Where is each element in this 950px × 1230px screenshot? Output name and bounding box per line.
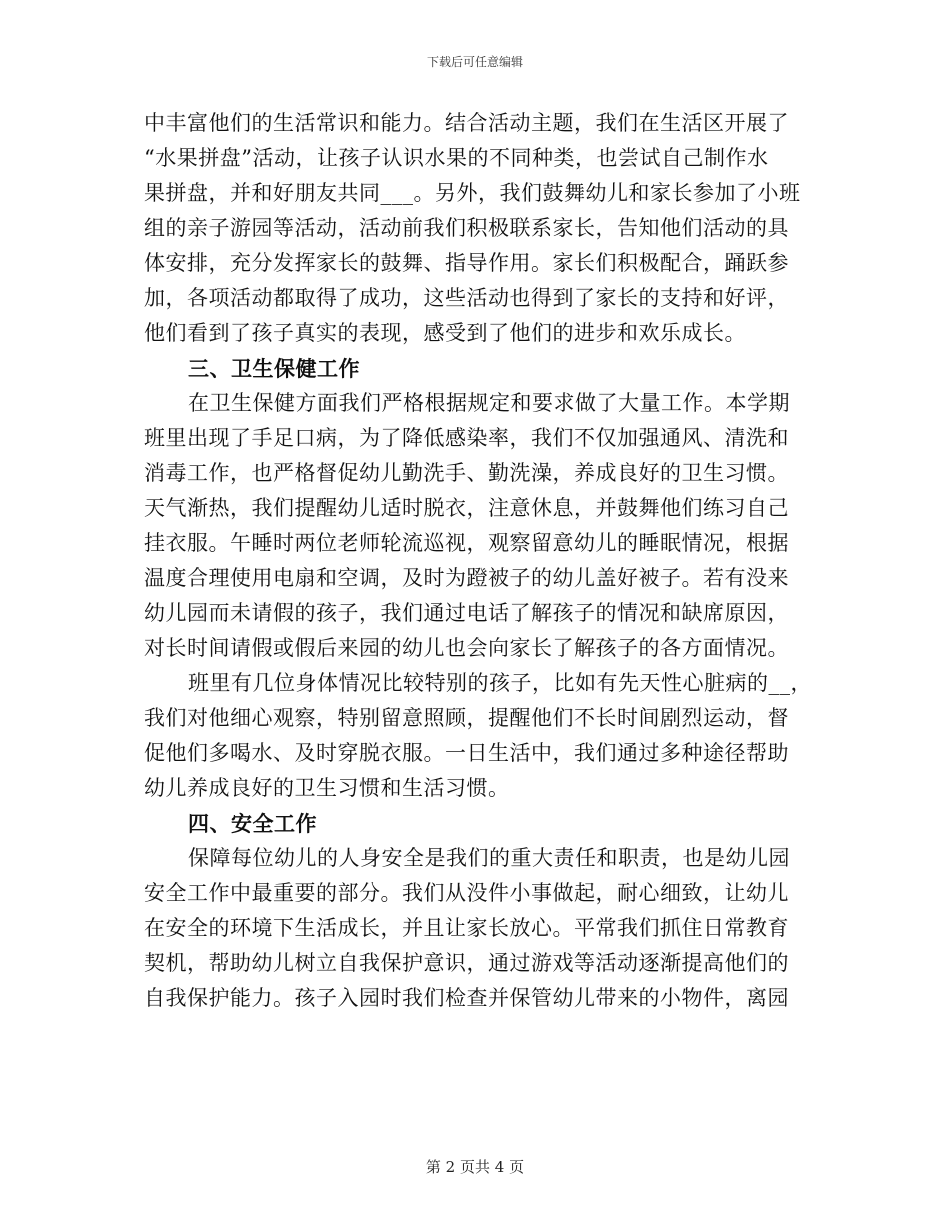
paragraph-line: 契机，帮助幼儿树立自我保护意识，通过游戏等活动逐渐提高他们的 bbox=[144, 951, 789, 975]
paragraph-line: 安全工作中最重要的部分。我们从没件小事做起，耐心细致，让幼儿 bbox=[144, 881, 789, 905]
paragraph-line: 消毒工作，也严格督促幼儿勤洗手、勤洗澡，养成良好的卫生习惯。 bbox=[144, 461, 789, 485]
section-heading-hygiene: 三、卫生保健工作 bbox=[188, 356, 360, 381]
paragraph-line: 自我保护能力。孩子入园时我们检查并保管幼儿带来的小物件，离园 bbox=[144, 986, 789, 1010]
paragraph-line: 组的亲子游园等活动，活动前我们积极联系家长，告知他们活动的具 bbox=[144, 216, 789, 240]
paragraph-line: 在安全的环境下生活成长，并且让家长放心。平常我们抓住日常教育 bbox=[144, 916, 789, 940]
paragraph-line: 班里有几位身体情况比较特别的孩子，比如有先天性心脏病的__， bbox=[188, 671, 812, 695]
paragraph-line: 在卫生保健方面我们严格根据规定和要求做了大量工作。本学期 bbox=[188, 391, 790, 415]
paragraph-line: 果拼盘，并和好朋友共同___。另外，我们鼓舞幼儿和家长参加了小班 bbox=[144, 181, 801, 205]
paragraph-line: 挂衣服。午睡时两位老师轮流巡视，观察留意幼儿的睡眠情况，根据 bbox=[144, 531, 789, 555]
page-header-note: 下载后可任意编辑 bbox=[426, 55, 523, 69]
paragraph-line: 幼儿养成良好的卫生习惯和生活习惯。 bbox=[144, 776, 510, 800]
paragraph-line: 我们对他细心观察，特别留意照顾，提醒他们不长时间剧烈运动，督 bbox=[144, 706, 789, 730]
paragraph-line: 他们看到了孩子真实的表现，感受到了他们的进步和欢乐成长。 bbox=[144, 321, 746, 345]
paragraph-line: 保障每位幼儿的人身安全是我们的重大责任和职责，也是幼儿园 bbox=[188, 846, 790, 870]
paragraph-line: 中丰富他们的生活常识和能力。结合活动主题，我们在生活区开展了 bbox=[144, 111, 789, 135]
paragraph-line: 班里出现了手足口病，为了降低感染率，我们不仅加强通风、清洗和 bbox=[144, 426, 789, 450]
document-body bbox=[144, 106, 810, 1016]
page-number: 第 2 页共 4 页 bbox=[425, 1158, 525, 1176]
paragraph-line: 体安排，充分发挥家长的鼓舞、指导作用。家长们积极配合，踊跃参 bbox=[144, 251, 789, 275]
paragraph-line: 促他们多喝水、及时穿脱衣服。一日生活中，我们通过多种途径帮助 bbox=[144, 741, 789, 765]
paragraph-line: 加，各项活动都取得了成功，这些活动也得到了家长的支持和好评， bbox=[144, 286, 789, 310]
paragraph-line: 幼儿园而未请假的孩子，我们通过电话了解孩子的情况和缺席原因， bbox=[144, 601, 789, 625]
paragraph-line: “水果拼盘”活动，让孩子认识水果的不同种类，也尝试自己制作水 bbox=[144, 146, 769, 170]
section-heading-safety: 四、安全工作 bbox=[188, 811, 317, 836]
paragraph-line: 天气渐热，我们提醒幼儿适时脱衣，注意休息，并鼓舞他们练习自己 bbox=[144, 496, 789, 520]
paragraph-line: 对长时间请假或假后来园的幼儿也会向家长了解孩子的各方面情况。 bbox=[144, 636, 789, 660]
paragraph-line: 温度合理使用电扇和空调，及时为蹬被子的幼儿盖好被子。若有没来 bbox=[144, 566, 789, 590]
